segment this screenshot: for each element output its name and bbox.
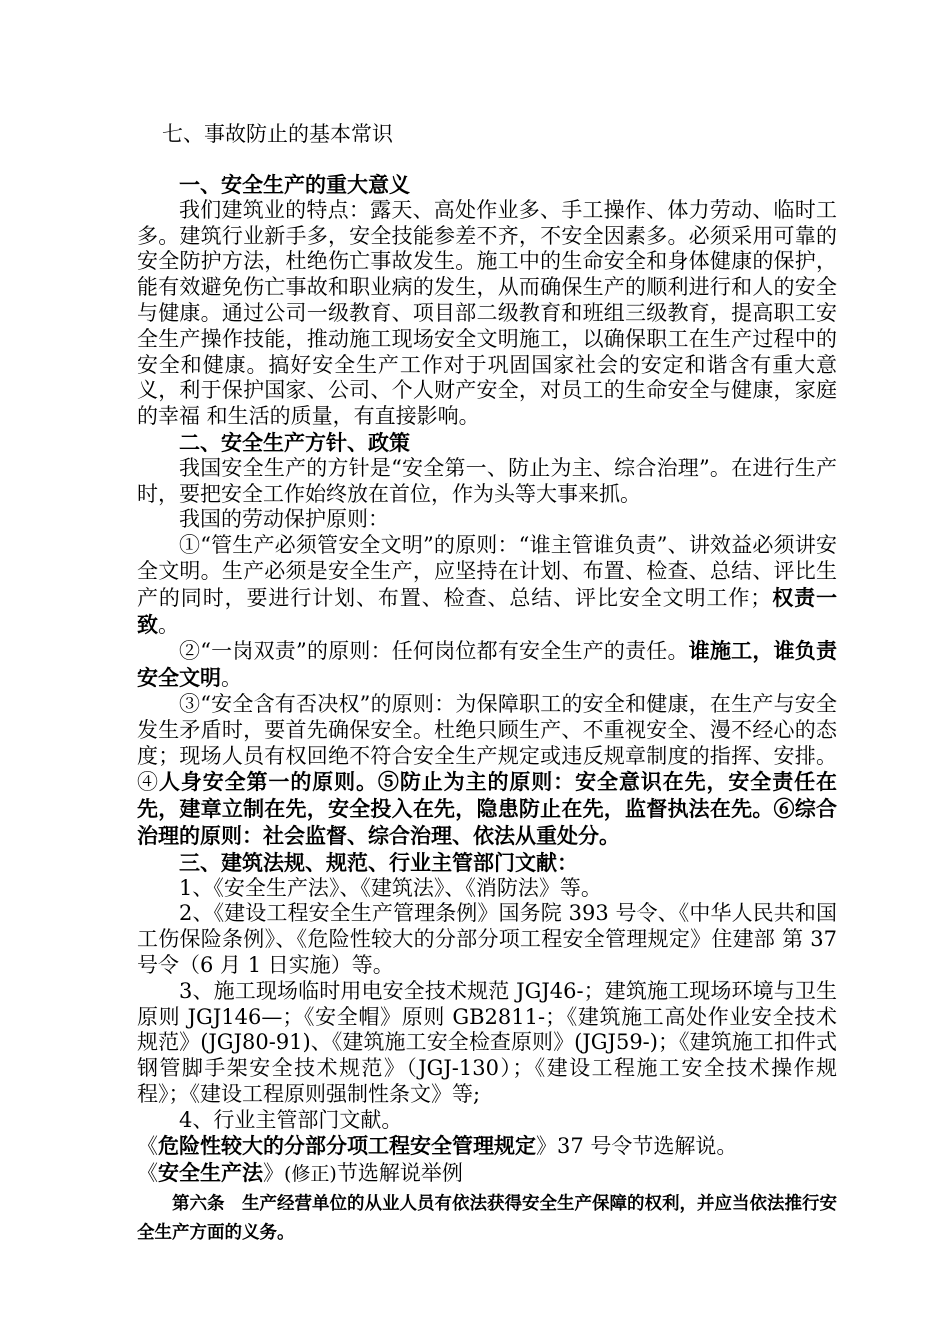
- principle-2-text: ②“一岗双责”的原则：任何岗位都有安全生产的责任。: [179, 639, 689, 664]
- principle-1-bold: 权责一致: [137, 584, 838, 637]
- regulation-item-1: 1、《安全生产法》、《建筑法》、《消防法》等。: [179, 875, 602, 900]
- regulation-item-4: 4、行业主管部门文献。: [179, 1107, 403, 1132]
- safety-law-close: 》: [263, 1161, 284, 1186]
- safety-law-line: [137, 1160, 837, 1188]
- regulation-item-3: 3、施工现场临时用电安全技术规范 JGJ46-；建筑施工现场环境与卫生原则 JGJ146—；《安全帽》原则 GB2811-；《建筑施工高处作业安全技术规范》(JGJ80-91)、《建筑施工安全检查原则》(JGJ59-)；《建筑施工扣件式钢管脚手架安全技术规范》（JGJ-130）；《建设工程施工安全技术操作规程》；《建设工程原则强制性条文》等;: [137, 978, 837, 1106]
- article-6: 第六条 生产经营单位的从业人员有依法获得安全生产保障的权利，并应当依法推行安全生产方面的义务。: [137, 1194, 837, 1244]
- document-title: 七、事故防止的基本常识: [162, 122, 393, 146]
- principle-2-end: 。: [221, 666, 242, 691]
- safety-law-title: 安全生产法: [158, 1160, 263, 1186]
- principle-4-6-bold: 人身安全第一的原则。⑤防止为主的原则：安全意识在先，安全责任在先，建章立制在先，安全投入在先，隐患防止在先，监督执法在先。⑥综合治理的原则：社会监督、综合治理、依法从重处分。: [137, 769, 838, 848]
- regulation-item-2: 2、《建设工程安全生产管理条例》国务院 393 号令、《中华人民共和国工伤保险条例》、《危险性较大的分部分项工程安全管理规定》住建部 第 37 号令（6 月 1 日实施）等。: [137, 901, 837, 977]
- section3-heading: 三、建筑法规、规范、行业主管部门文献：: [179, 849, 578, 875]
- policy-paragraph: 我国安全生产的方针是“安全第一、防止为主、综合治理”。在进行生产时，要把安全工作始终放在首位，作为头等大事来抓。: [137, 455, 837, 506]
- section1-heading: 一、安全生产的重大意义: [179, 172, 410, 197]
- principle-2-bold: 谁施工，谁负责安全文明: [137, 638, 837, 691]
- principle-1-text: ①“管生产必须管安全文明”的原则：“谁主管谁负责”、讲效益必须讲安全文明。生产必须是安全生产，应坚持在计划、布置、检查、总结、评比生产的同时，要进行计划、布置、检查、总结、评比安全文明工作；: [137, 533, 837, 610]
- principle-1-end: 。: [158, 612, 179, 637]
- document-body: [137, 172, 837, 1248]
- principle-2: [137, 638, 837, 692]
- safety-law-open: 《: [137, 1161, 158, 1186]
- regulation-37-open: 《: [137, 1134, 158, 1159]
- section1-paragraph: 我们建筑业的特点：露天、高处作业多、手工操作、体力劳动、临时工多。建筑行业新手多，安全技能参差不齐，不安全因素多。必须采用可靠的安全防护方法，杜绝伤亡事故发生。施工中的生命安全和身体健康的保护，能有效避免伤亡事故和职业病的发生，从而确保生产的顺利进行和人的安全与健康。通过公司一级教育、项目部二级教育和班组三级教育，提高职工安全生产操作技能，推动施工现场安全文明施工，以确保职工在生产过程中的安全和健康。搞好安全生产工作对于巩固国家社会的安定和谐含有重大意义，利于保护国家、公司、个人财产安全，对员工的生命安全与健康，家庭的幸福 和生活的质量，有直接影响。: [137, 197, 837, 429]
- labor-protection-intro: 我国的劳动保护原则：: [179, 507, 389, 532]
- safety-law-end: 节选解说举例: [336, 1161, 463, 1186]
- regulation-37-rest: 》37 号令节选解说。: [536, 1134, 738, 1159]
- section2-heading: 二、安全生产方针、政策: [179, 429, 410, 455]
- regulation-37-line: [137, 1133, 837, 1160]
- principle-3-6: [137, 692, 837, 850]
- regulation-37-title: 危险性较大的分部分项工程安全管理规定: [158, 1133, 536, 1159]
- safety-law-revision: (修正): [284, 1163, 337, 1186]
- principle-1: [137, 533, 837, 638]
- principle-3-text: ③“安全含有否决权”的原则：为保障职工的安全和健康，在生产与安全发生矛盾时，要首先确保安全。杜绝只顾生产、不重视安全、漫不经心的态度；现场人员有权回绝不符合安全生产规定或违反规章制度的指挥、安排。④: [137, 691, 837, 795]
